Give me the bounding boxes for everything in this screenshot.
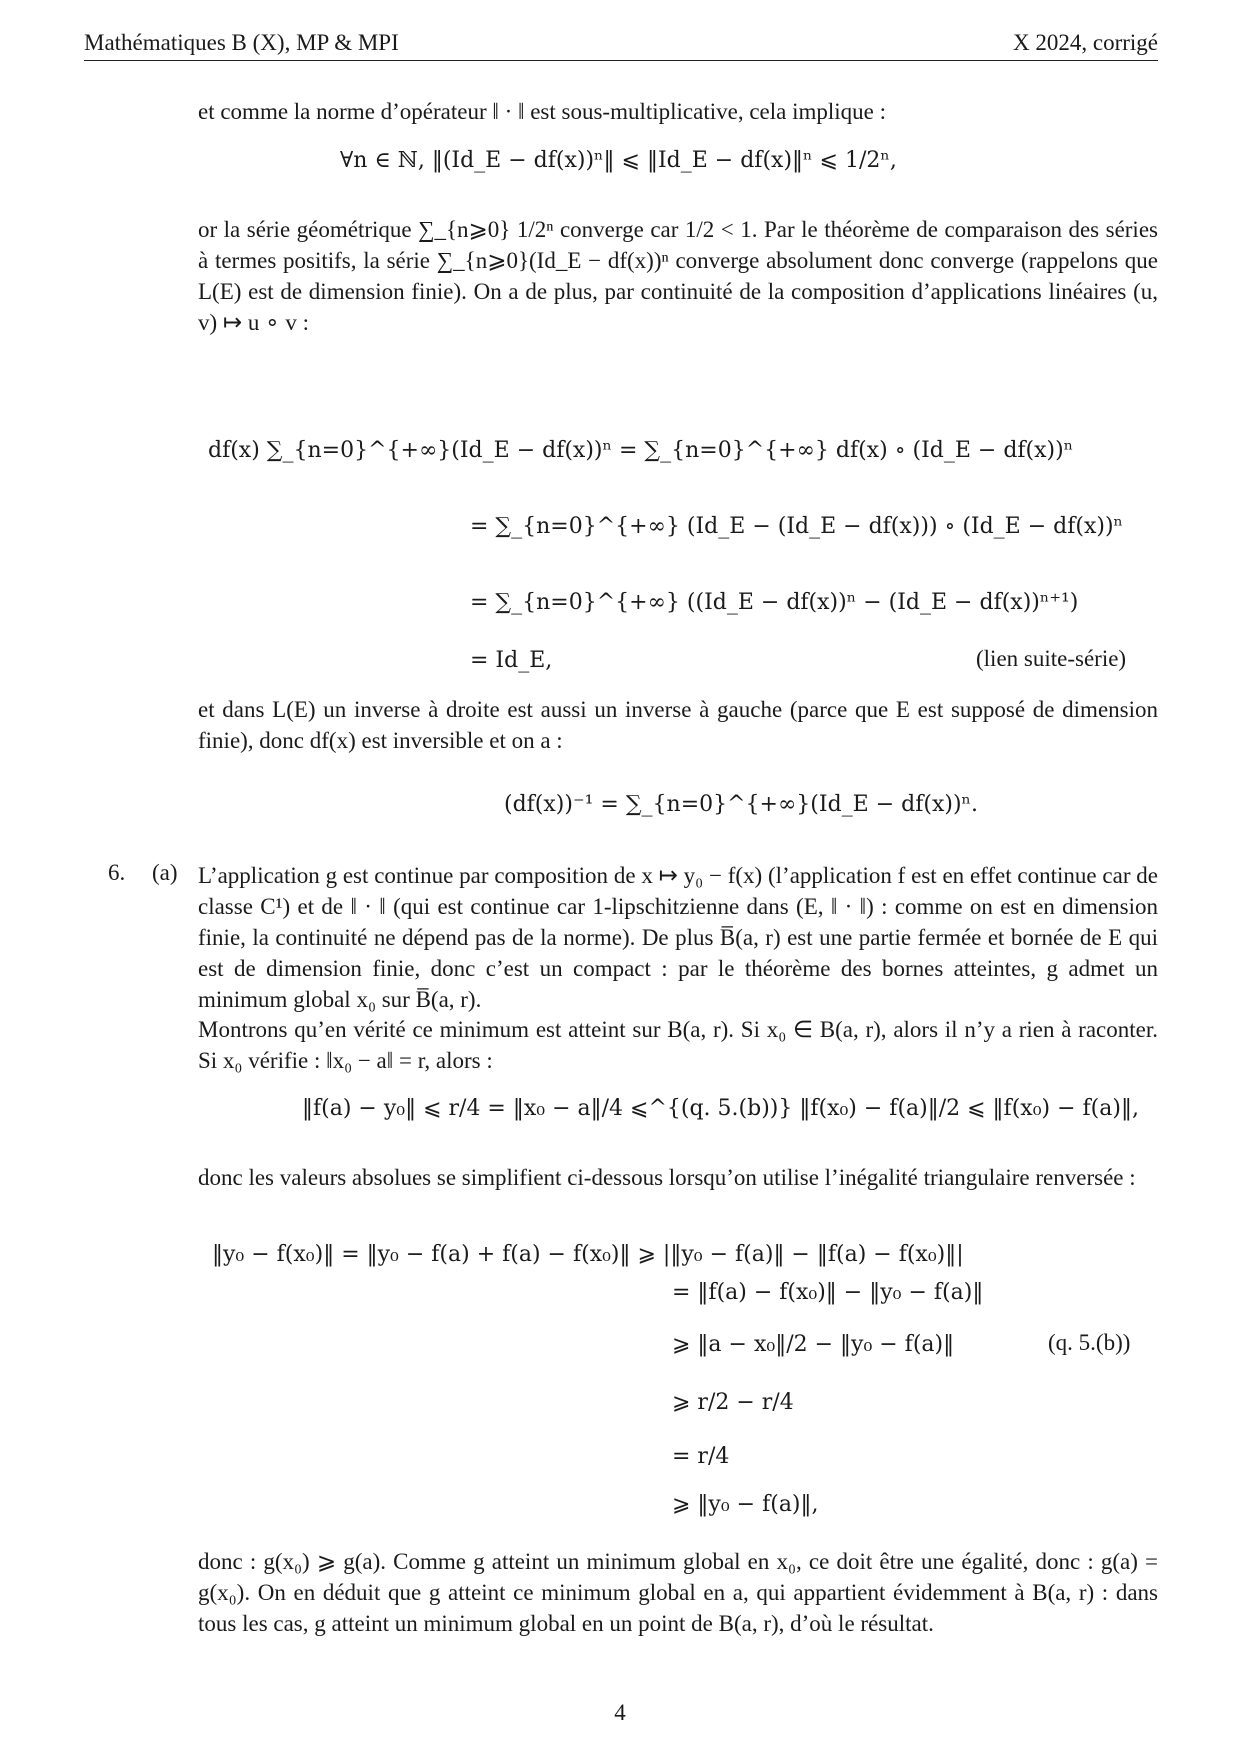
paragraph-series-convergence: or la série géométrique ∑_{n⩾0} 1/2ⁿ converge car 1/2 < 1. Par le théorème de comparaison des séries à termes positifs, la série ∑_{n⩾0}(Id_E − df(x))ⁿ converge absolument donc converge (rappelons que L(E) est de dimension finie). On a de plus, par continuité de la composition d’applications linéaires (u, v) ↦ u ∘ v : — [198, 217, 1158, 335]
triangle-line-4: ⩾ r/2 − r/4 — [672, 1390, 794, 1415]
equation-norm-bound: ∀n ∈ ℕ, ‖(Id_E − df(x))ⁿ‖ ⩽ ‖Id_E − df(x)‖ⁿ ⩽ 1/2ⁿ, — [340, 148, 897, 173]
question-subpart: (a) — [152, 860, 178, 885]
equation-line-3: = ∑_{n=0}^{+∞} ((Id_E − df(x))ⁿ − (Id_E − df(x))ⁿ⁺¹) — [470, 590, 1079, 615]
equation-line-2: = ∑_{n=0}^{+∞} (Id_E − (Id_E − df(x))) ∘ (Id_E − df(x))ⁿ — [470, 514, 1124, 539]
equation-tag-suite-serie: (lien suite-série) — [976, 646, 1127, 671]
equation-line-4: = Id_E, — [470, 648, 553, 673]
triangle-line-3: ⩾ ‖a − x₀‖/2 − ‖y₀ − f(a)‖ — [672, 1332, 955, 1357]
paragraph-reverse-triangle: donc les valeurs absolues se simplifient ci-dessous lorsqu’on utilise l’inégalité triangulaire renversée : — [198, 1165, 1136, 1190]
question-number: 6. — [108, 860, 126, 885]
page-number: 4 — [614, 1700, 626, 1725]
triangle-line-5: = r/4 — [672, 1444, 730, 1469]
triangle-line-6: ⩾ ‖y₀ − f(a)‖, — [672, 1492, 819, 1517]
paragraph-right-inverse: et dans L(E) un inverse à droite est aussi un inverse à gauche (parce que E est supposé de dimension finie), donc df(x) est inversible et on a : — [198, 697, 1158, 753]
header-exam-title: X 2024, corrigé — [1013, 30, 1158, 55]
equation-tag-q5b: (q. 5.(b)) — [1048, 1330, 1131, 1355]
paragraph-operator-norm: et comme la norme d’opérateur ‖ · ‖ est sous-multiplicative, cela implique : — [198, 99, 887, 124]
running-header — [84, 26, 1158, 61]
header-course-title: Mathématiques B (X), MP & MPI — [84, 30, 399, 55]
equation-distance-bound: ‖f(a) − y₀‖ ⩽ r/4 = ‖x₀ − a‖/4 ⩽^{(q. 5.(b))} ‖f(x₀) − f(a)‖/2 ⩽ ‖f(x₀) − f(a)‖, — [302, 1096, 1139, 1121]
equation-line-1: df(x) ∑_{n=0}^{+∞}(Id_E − df(x))ⁿ = ∑_{n=0}^{+∞} df(x) ∘ (Id_E − df(x))ⁿ — [208, 438, 1074, 463]
paragraph-continuity-of-g: L’application g est continue par composition de x ↦ y₀ − f(x) (l’application f est en effet continue car de classe C¹) et de ‖ · ‖ (qui est continue car 1-lipschitzienne dans (E, ‖ · ‖) : comme on est en dimension finie, la continuité ne dépend pas de la norme). De plus B̅(a, r) est une partie fermée et bornée de E qui est de dimension finie, donc c’est un compact : par le théorème des bornes atteintes, g admet un minimum global x₀ sur B̅(a, r). — [198, 863, 1158, 1012]
paragraph-minimum-in-open-ball: Montrons qu’en vérité ce minimum est atteint sur B(a, r). Si x₀ ∈ B(a, r), alors il n’y a rien à raconter. Si x₀ vérifie : ‖x₀ − a‖ = r, alors : — [198, 1017, 1158, 1073]
triangle-line-2: = ‖f(a) − f(x₀)‖ − ‖y₀ − f(a)‖ — [672, 1280, 984, 1305]
triangle-line-1: ‖y₀ − f(x₀)‖ = ‖y₀ − f(a) + f(a) − f(x₀)‖ ⩾ |‖y₀ − f(a)‖ − ‖f(a) − f(x₀)‖| — [212, 1242, 964, 1267]
paragraph-conclusion: donc : g(x₀) ⩾ g(a). Comme g atteint un minimum global en x₀, ce doit être une égalité, donc : g(a) = g(x₀). On en déduit que g atteint ce minimum global en a, qui appartient évidemment à B(a, r) : dans tous les cas, g atteint un minimum global en un point de B(a, r), d’où le résultat. — [198, 1549, 1158, 1636]
equation-inverse-formula: (df(x))⁻¹ = ∑_{n=0}^{+∞}(Id_E − df(x))ⁿ. — [504, 792, 979, 817]
